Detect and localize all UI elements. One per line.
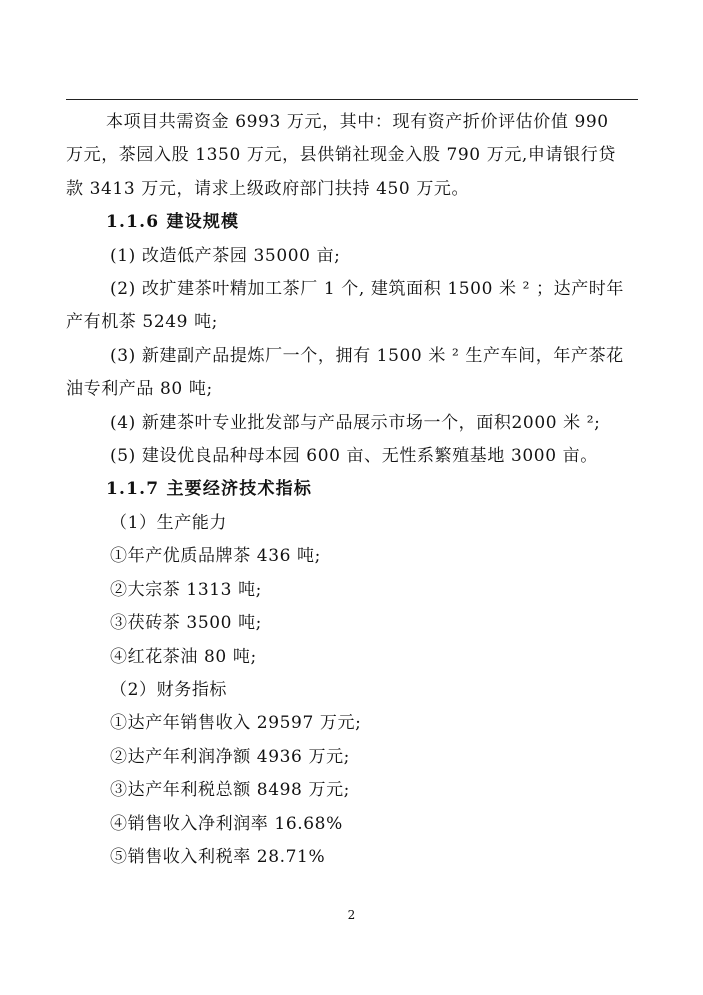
list-item: (1) 改造低产茶园 35000 亩; (110, 245, 341, 266)
paragraph-funding-line-1: 本项目共需资金 6993 万元，其中：现有资产折价评估价值 990 (106, 112, 609, 132)
document-body (66, 106, 638, 874)
list-item: ②大宗茶 1313 吨; (110, 579, 262, 600)
list-item: ③达产年利税总额 8498 万元; (110, 780, 350, 801)
list-item: (2) 改扩建茶叶精加工茶厂 1 个, 建筑面积 1500 米 ² ；达产时年 (110, 279, 625, 300)
list-item: (5) 建设优良品种母本园 600 亩、无性系繁殖基地 3000 亩。 (110, 446, 598, 467)
subheading-production-capacity: （1）生产能力 (110, 512, 228, 533)
list-item: ③茯砖茶 3500 吨; (110, 613, 262, 634)
list-item: ①年产优质品牌茶 436 吨; (110, 546, 321, 567)
subheading-financial-indicators: （2）财务指标 (110, 679, 228, 700)
paragraph-funding-line-2: 万元，茶园入股 1350 万元，县供销社现金入股 790 万元,申请银行贷 (66, 145, 616, 166)
list-item: (3) 新建副产品提炼厂一个，拥有 1500 米 ² 生产车间，年产茶花 (110, 345, 624, 366)
page-number: 2 (347, 908, 356, 922)
list-item: ②达产年利润净额 4936 万元; (110, 746, 350, 767)
paragraph-funding-line-3: 款 3413 万元，请求上级政府部门扶持 450 万元。 (66, 178, 470, 199)
section-heading-construction-scale: 1.1.6 建设规模 (106, 212, 240, 233)
list-item-continuation: 油专利产品 80 吨; (66, 379, 213, 400)
header-rule (66, 99, 638, 100)
section-heading-economic-indicators: 1.1.7 主要经济技术指标 (106, 479, 313, 500)
list-item: ①达产年销售收入 29597 万元; (110, 713, 362, 734)
list-item: ⑤销售收入利税率 28.71% (110, 846, 326, 867)
list-item: ④红花茶油 80 吨; (110, 646, 257, 667)
list-item: (4) 新建茶叶专业批发部与产品展示市场一个，面积2000 米 ²; (110, 412, 601, 433)
list-item-continuation: 产有机茶 5249 吨; (66, 312, 218, 333)
list-item: ④销售收入净利润率 16.68% (110, 813, 343, 834)
